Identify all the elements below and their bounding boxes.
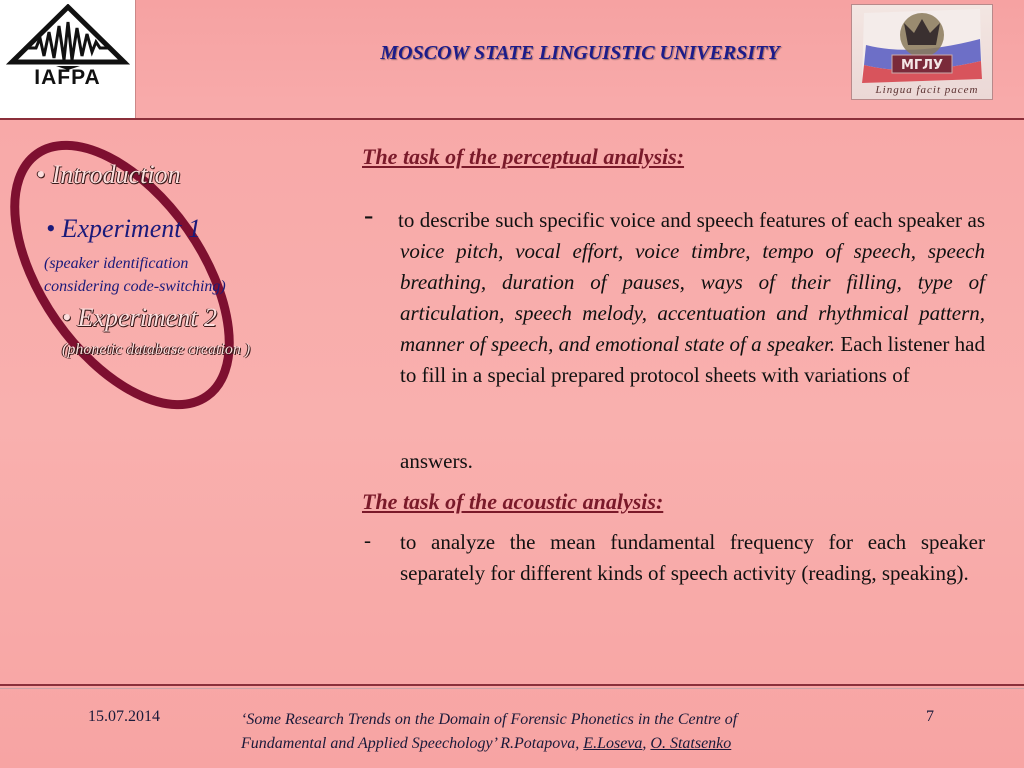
perceptual-paragraph-last: answers. — [400, 449, 473, 473]
footer-author-link[interactable]: E.Loseva — [583, 735, 643, 752]
perceptual-text-end: Each listener had to fill in a special prepared protocol sheets with variations of — [400, 332, 986, 387]
iafpa-logo-icon — [6, 4, 130, 70]
perceptual-dash: - — [364, 200, 374, 231]
acoustic-dash: - — [364, 528, 371, 552]
acoustic-heading: The task of the acoustic analysis: — [362, 489, 664, 514]
footer-title-line: ‘Some Research Trends on the Domain of Forensic Phonetics in the Centre of — [241, 711, 738, 728]
nav-label-experiment-2: Experiment 2 — [77, 303, 217, 332]
iafpa-logo — [0, 0, 136, 119]
footer-title-line: Fundamental and Applied Speechology’ R.Potapova, E.Loseva, O. Statsenko — [241, 735, 732, 752]
nav-item-experiment-1[interactable] — [46, 214, 201, 244]
nav-label-experiment-1: Experiment 1 — [61, 214, 201, 243]
footer-rule-thin — [0, 688, 1024, 689]
footer-author-link[interactable]: O. Statsenko — [650, 735, 732, 752]
bullet: • — [62, 303, 72, 332]
university-title: MOSCOW STATE LINGUISTIC UNIVERSITY — [380, 42, 780, 64]
nav-item-experiment-2[interactable] — [62, 303, 217, 333]
nav-sub-line: considering code-switching) — [44, 278, 226, 295]
acoustic-paragraph: to analyze the mean fundamental frequency for each speaker separately for different kinds of speech activity (reading, speaking). — [400, 530, 985, 585]
bullet: • — [36, 160, 46, 189]
perceptual-text-start: to describe such specific voice and speech features of each speaker as — [398, 208, 985, 232]
perceptual-paragraph — [400, 205, 985, 391]
nav-item-introduction[interactable] — [36, 160, 181, 190]
iafpa-label: IAFPA — [34, 66, 101, 89]
nav-label-introduction: Introduction — [51, 160, 181, 189]
footer-date: 15.07.2014 — [88, 708, 160, 725]
footer-rule — [0, 684, 1024, 686]
bullet: • — [46, 214, 56, 243]
nav-sub-line: (speaker identification — [44, 255, 189, 272]
mglu-label: МГЛУ — [900, 58, 944, 73]
nav-sub-experiment-2: (phonetic database creation ) — [62, 341, 251, 358]
university-motto: Lingua facit pacem — [875, 84, 979, 96]
footer-title — [241, 708, 737, 756]
page-number: 7 — [926, 708, 934, 725]
perceptual-heading: The task of the perceptual analysis: — [362, 144, 685, 169]
perceptual-text-features: voice pitch, vocal effort, voice timbre, tempo of speech, speech breathing, duration of pauses, ways of their filling, type of articulation, speech melody, accentuation and rhythmical pattern, manner of speech, and emotional state of a speaker. — [400, 239, 985, 356]
nav-sub-experiment-1 — [44, 252, 226, 298]
